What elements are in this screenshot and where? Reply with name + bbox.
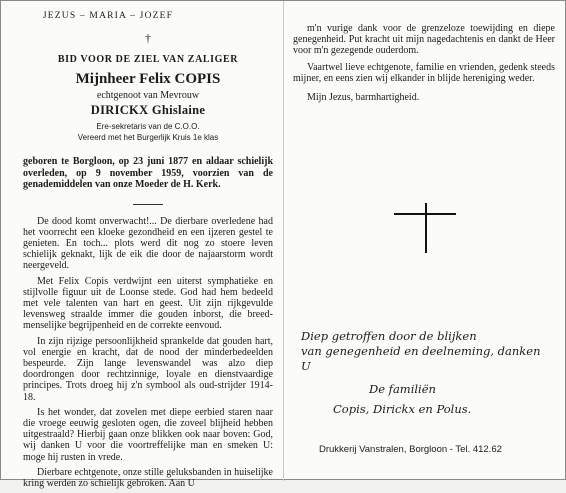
right-panel xyxy=(293,23,555,103)
prayer-title: BID VOOR DE ZIEL VAN ZALIGER xyxy=(57,54,239,65)
thanks-block xyxy=(301,329,559,416)
family-names: Copis, Dirickx en Polus. xyxy=(333,402,472,416)
paragraph: m'n vurige dank voor de grenzeloze toewijding en diepe genegenheid. Put kracht uit mijn nagedachtenis en dankt de Heer voor m'n gezegende ouderdom. xyxy=(293,23,555,57)
thanks-line: U xyxy=(301,359,311,373)
divider xyxy=(133,204,163,205)
small-cross-icon: † xyxy=(145,31,151,45)
name-prefix: Mijnheer Felix xyxy=(75,71,171,87)
role-line: Ere-sekretaris van de C.O.O. xyxy=(96,122,200,131)
surname: COPIS xyxy=(174,71,221,87)
paragraph: Dierbare echtgenote, onze stille geluksbanden in huiselijke kring werden zo schielijk gebroken. Aan U xyxy=(23,466,273,489)
birth-death-text: geboren te Borgloon, op 23 juni 1877 en aldaar schielijk overleden, op 9 november 1959, voorzien van de genademiddelen van onze Moeder de H. Kerk. xyxy=(23,156,273,190)
farewell-text xyxy=(293,23,555,84)
large-cross-icon xyxy=(394,203,456,253)
thanks-line: Diep getroffen door de blijken xyxy=(301,329,477,343)
spouse-name: DIRICKX Ghislaine xyxy=(90,103,206,117)
left-panel xyxy=(23,11,273,493)
paragraph: Met Felix Copis verdwijnt een uiterst symphatieke en stijlvolle figuur uit de Loonse stede. God had hem bedeeld met vele talenten van hart en geest. Uit zijn rijkgevulde levensweg straalde immer die gouden inborst, die breed-menselijke begrijpenheid en de correkte eenvoud. xyxy=(23,275,273,332)
honor-line: Vereerd met het Burgerlijk Kruis 1e klas xyxy=(77,133,219,142)
paragraph: Vaartwel lieve echtgenote, familie en vrienden, gedenk steeds mijner, en eens zien wij elkander in blijde hereniging weder. xyxy=(293,61,555,84)
family-label: De familiën xyxy=(369,382,436,396)
paragraph: In zijn rijzige persoonlijkheid sprankelde dat gouden hart, vol energie en kracht, dat de nood der minderbedeelden bespeurde. Zijn lange levenswandel was alzo diep doordrongen door rechtzinnige, loyale en dienstvaardige principes. Trots droeg hij z'n symbool als oud-strijder 1914-18. xyxy=(23,335,273,403)
fold-line xyxy=(283,1,284,481)
closing-prayer: Mijn Jezus, barmhartigheid. xyxy=(307,92,420,104)
deceased-name xyxy=(23,71,273,88)
paragraph: De dood komt onverwacht!... De dierbare overledene had het voorrecht een kloeke gezondheid en een ijzeren gestel te genieten. En toch... plots werd dit nog zo stoere leven schielijk geknakt, lijk de eik die door de najaarstorm wordt neergeveld. xyxy=(23,215,273,272)
printer-credit: Drukkerij Vanstralen, Borgloon - Tel. 412.62 xyxy=(319,444,502,455)
invocation: JEZUS – MARIA – JOZEF xyxy=(42,11,174,21)
spouse-intro: echtgenoot van Mevrouw xyxy=(96,90,200,101)
tribute-text xyxy=(23,216,273,490)
thanks-line: van genegenheid en deelneming, danken xyxy=(301,344,541,358)
paragraph: Is het wonder, dat zovelen met diepe eerbied staren naar die vroege eeuwig gesloten ogen, die zoveel blijheid hebben uitgestraald? Hierbij gaan onze blikken ook naar boven: God, wij danken U voor die voortreffelijke man en smeken U: moge hij rusten in vrede. xyxy=(23,406,273,463)
